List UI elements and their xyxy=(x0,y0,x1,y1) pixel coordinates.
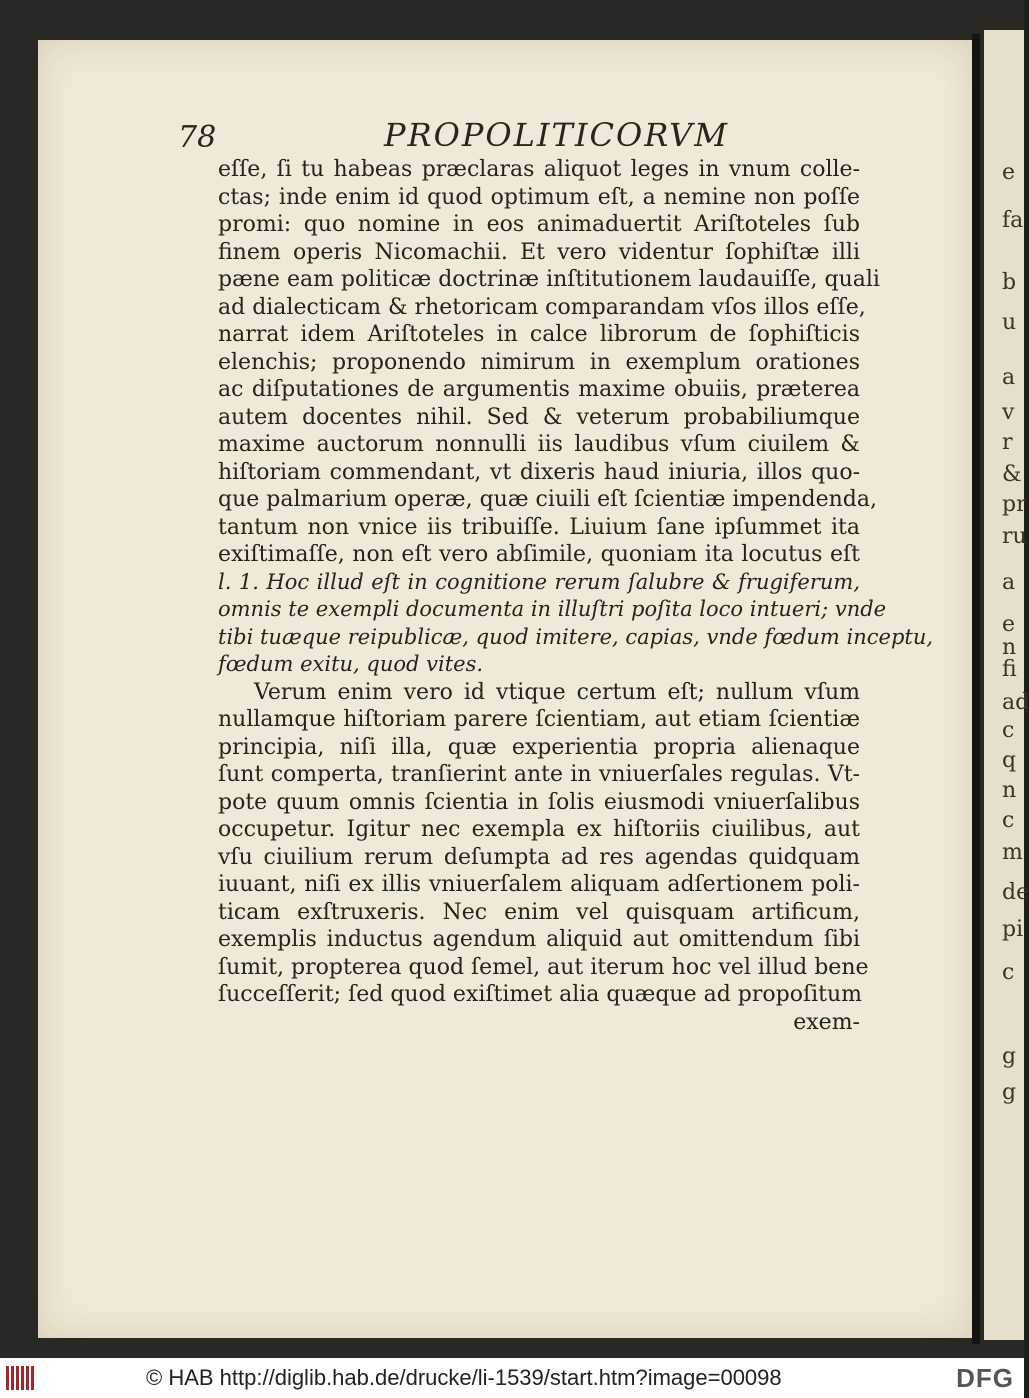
text-line: ſucceſſerit; ſed quod exiſtimet alia quæque ad propoſitum xyxy=(218,982,862,1007)
facing-page-char: b xyxy=(1002,270,1017,295)
text-line: maxime auctorum nonnulli iis laudibus vſum ciuilem & xyxy=(218,432,860,457)
facing-page-char: ru xyxy=(1002,524,1027,549)
text-line: Verum enim vero id vtique certum eſt; nullum vſum xyxy=(254,679,860,705)
facing-page-char: a xyxy=(1002,570,1016,595)
facing-page-char: c xyxy=(1002,718,1015,743)
text-line: elenchis; proponendo nimirum in exemplum orationes xyxy=(218,349,860,375)
text-line: ad dialecticam & rhetoricam comparandam vſos illos eſſe, xyxy=(218,294,866,320)
text-line: finem operis Nicomachii. Et vero videntur ſophiſtæ illi xyxy=(218,239,860,265)
facing-page-char: pi xyxy=(1002,917,1024,942)
facing-page-char: pr xyxy=(1002,492,1027,517)
text-line: exiſtimaſſe, non eſt vero abſimile, quoniam ita locutus eſt xyxy=(218,542,860,567)
text-line: exemplis inductus agendum aliquid aut omittendum ſibi xyxy=(218,927,860,952)
page-gutter-shadow xyxy=(972,34,980,1344)
text-line: vſu ciuilium rerum deſumpta ad res agendas quidquam xyxy=(218,844,860,870)
text-line: fœdum exitu, quod vites. xyxy=(218,652,484,676)
page-number: 78 xyxy=(178,120,217,155)
facing-page-char: u xyxy=(1002,310,1017,335)
text-line: ticam exſtruxeris. Nec enim vel quisquam artificum, xyxy=(218,899,860,925)
facing-page-char: de xyxy=(1002,880,1029,905)
facing-page-char: n xyxy=(1002,635,1017,660)
dfg-logo: DFG xyxy=(956,1363,1014,1393)
page-header xyxy=(178,116,858,160)
facing-page-char: a xyxy=(1002,365,1016,390)
text-line: occupetur. Igitur nec exempla ex hiſtoriis ciuilibus, aut xyxy=(218,817,860,842)
text-line: ac diſputationes de argumentis maxime obuiis, præterea xyxy=(218,377,860,402)
text-line: que palmarium operæ, quæ ciuili eſt ſcientiæ impendenda, xyxy=(218,487,878,512)
text-line: pote quum omnis ſcientia in ſolis eiusmodi vniuerſalibus xyxy=(218,789,860,815)
text-line: autem docentes nihil. Sed & veterum probabiliumque xyxy=(218,404,860,430)
text-line: eſſe, ſi tu habeas præclaras aliquot leges in vnum colle- xyxy=(218,157,860,182)
text-line: ſunt comperta, tranſierint ante in vniuerſales regulas. Vt- xyxy=(218,762,860,787)
text-line: tantum non vnice iis tribuiſſe. Liuium ſane ipſummet ita xyxy=(218,514,860,540)
hab-logo-icon xyxy=(6,1366,36,1390)
facing-page-char: ad xyxy=(1002,690,1029,715)
facing-page-char: g xyxy=(1002,1080,1017,1105)
text-line: tibi tuæque reipublicæ, quod imitere, capias, vnde fœdum inceptu, xyxy=(218,624,934,649)
text-line: narrat idem Ariſtoteles in calce librorum de ſophiſticis xyxy=(218,322,860,347)
text-line: hiſtoriam commendant, vt dixeris haud iniuria, illos quo- xyxy=(218,459,860,485)
facing-page-char: c xyxy=(1002,808,1015,833)
text-line: l. 1. Hoc illud eſt in cognitione rerum ſalubre & frugiferum, xyxy=(218,569,860,594)
text-line: ſumit, propterea quod ſemel, aut iterum hoc vel illud bene xyxy=(218,954,869,980)
facing-page-char: m xyxy=(1002,840,1023,865)
text-line: promi: quo nomine in eos animaduertit Ariſtoteles ſub xyxy=(218,212,860,237)
text-line: ctas; inde enim id quod optimum eſt, a nemine non poſſe xyxy=(218,184,860,210)
facing-page-char: fi xyxy=(1002,657,1017,682)
facing-page-fragment xyxy=(984,30,1029,1340)
copyright-link[interactable]: © HAB http://diglib.hab.de/drucke/li-1539/start.htm?image=00098 xyxy=(146,1365,782,1390)
text-line: exem- xyxy=(793,1009,860,1035)
facing-page-char: g xyxy=(1002,1044,1017,1069)
running-head: PROPOLITICORVM xyxy=(384,116,730,154)
facing-page-char: e xyxy=(1002,612,1016,637)
facing-page-char: q xyxy=(1002,748,1017,773)
text-line: omnis te exempli documenta in illuſtri poſita loco intueri; vnde xyxy=(218,597,887,621)
text-line: principia, niſi illa, quæ experientia propria alienaque xyxy=(218,734,860,760)
facing-page-char: v xyxy=(1002,400,1015,425)
facing-page-char: fa xyxy=(1002,208,1024,233)
text-line: pæne eam politicæ doctrinæ inſtitutionem laudauiſſe, quali xyxy=(218,267,880,292)
facing-page-char: c xyxy=(1002,960,1015,985)
text-line: iuuant, niſi ex illis vniuerſalem aliquam adſertionem poli- xyxy=(218,872,860,897)
facing-page-char: e xyxy=(1002,160,1016,185)
facing-page-char: r xyxy=(1002,430,1013,455)
text-line: nullamque hiſtoriam parere ſcientiam, aut etiam ſcientiæ xyxy=(218,707,860,732)
facing-page-char: n xyxy=(1002,778,1017,803)
footer-bar xyxy=(0,1358,1024,1398)
facing-page-char: & xyxy=(1002,462,1022,487)
body-text xyxy=(218,156,934,1036)
